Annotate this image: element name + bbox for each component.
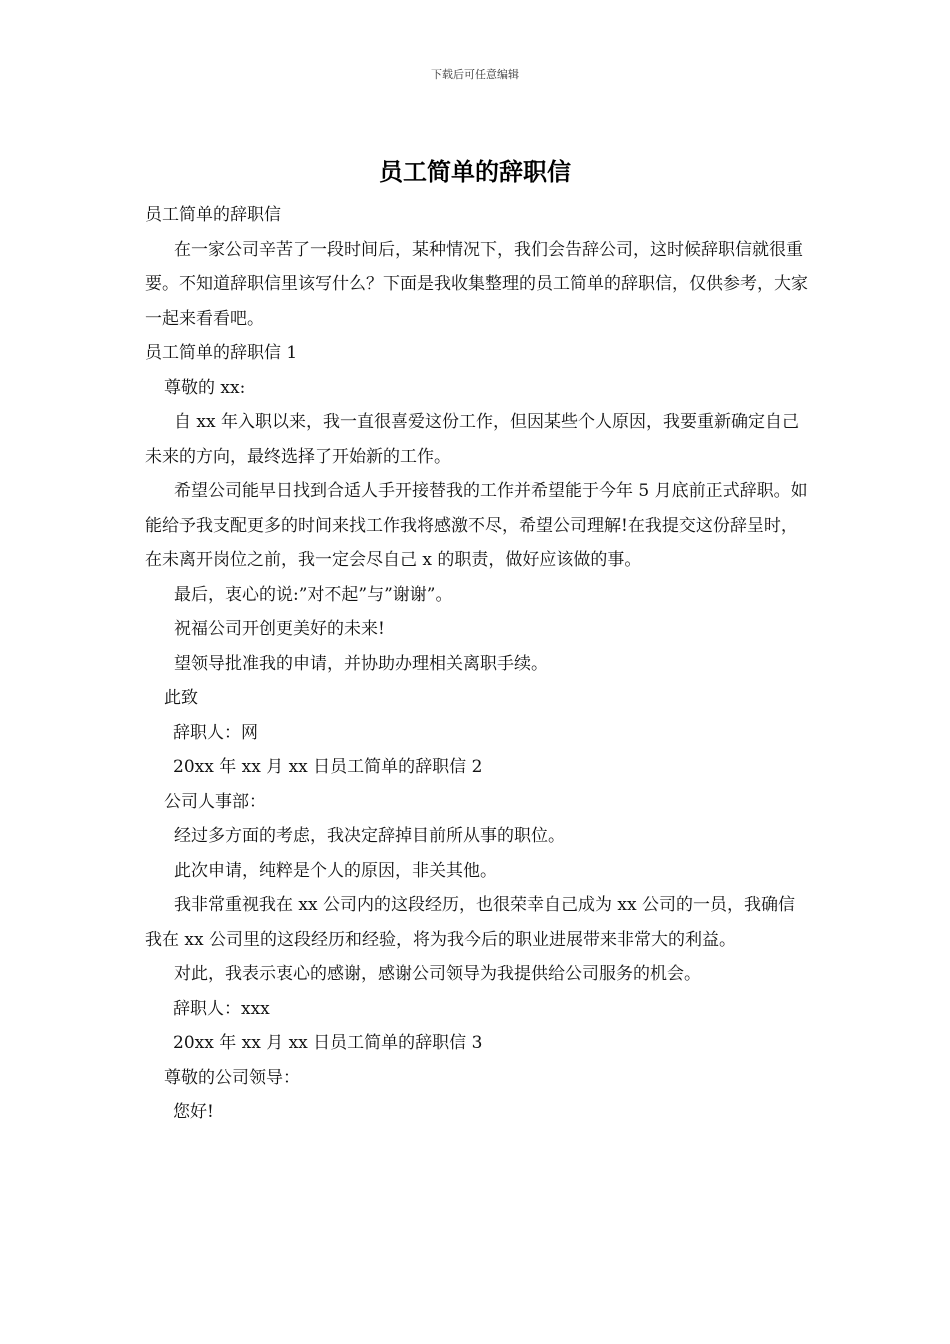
letter-1-paragraph-5: 望领导批准我的申请，并协助办理相关离职手续。 [174, 653, 548, 674]
letter-2-paragraph-1: 经过多方面的考虑，我决定辞掉目前所从事的职位。 [174, 826, 565, 846]
closing-line: 此致 [164, 688, 198, 708]
letter-1-paragraph-2: 希望公司能早日找到合适人手开接替我的工作并希望能于今年 5 月底前正式辞职。如能给予我支配更多的时间来找工作我将感激不尽，希望公司理解!在我提交这份辞呈时，在未离开岗位之前，我一定会尽自己 x 的职责，做好应该做的事。 [145, 481, 808, 570]
document-body [145, 198, 809, 1130]
section-heading-1: 员工简单的辞职信 1 [145, 343, 298, 363]
document-title: 员工简单的辞职信 [379, 157, 571, 186]
letter-1-paragraph-3: 最后，衷心的说:”对不起”与”谢谢”。 [174, 584, 453, 605]
letter-1-paragraph-4: 祝福公司开创更美好的未来! [174, 619, 385, 639]
intro-paragraph: 在一家公司辛苦了一段时间后，某种情况下，我们会告辞公司，这时候辞职信就很重要。不知道辞职信里该写什么？下面是我收集整理的员工简单的辞职信，仅供参考，大家一起来看看吧。 [145, 239, 808, 329]
letter-2-paragraph-4: 对此，我表示衷心的感谢，感谢公司领导为我提供给公司服务的机会。 [174, 964, 701, 984]
salutation-2: 公司人事部： [164, 791, 266, 812]
date-and-heading-3: 20xx 年 xx 月 xx 日员工简单的辞职信 3 [173, 1033, 483, 1053]
signature-1: 辞职人：网 [173, 722, 258, 743]
letter-2-paragraph-3: 我非常重视我在 xx 公司内的这段经历，也很荣幸自己成为 xx 公司的一员，我确信我在 xx 公司里的这段经历和经验，将为我今后的职业进展带来非常大的利益。 [145, 895, 795, 950]
salutation-1: 尊敬的 xx: [164, 377, 246, 398]
date-and-heading-2: 20xx 年 xx 月 xx 日员工简单的辞职信 2 [173, 757, 483, 777]
greeting-3: 您好! [173, 1102, 214, 1122]
salutation-3: 尊敬的公司领导： [164, 1067, 300, 1088]
letter-2-paragraph-2: 此次申请，纯粹是个人的原因，非关其他。 [174, 860, 497, 881]
subtitle-line: 员工简单的辞职信 [145, 205, 281, 225]
letter-1-paragraph-1: 自 xx 年入职以来，我一直很喜爱这份工作，但因某些个人原因，我要重新确定自己未来的方向，最终选择了开始新的工作。 [145, 412, 799, 467]
signature-2: 辞职人：xxx [173, 998, 270, 1019]
header-note: 下载后可任意编辑 [431, 68, 519, 81]
